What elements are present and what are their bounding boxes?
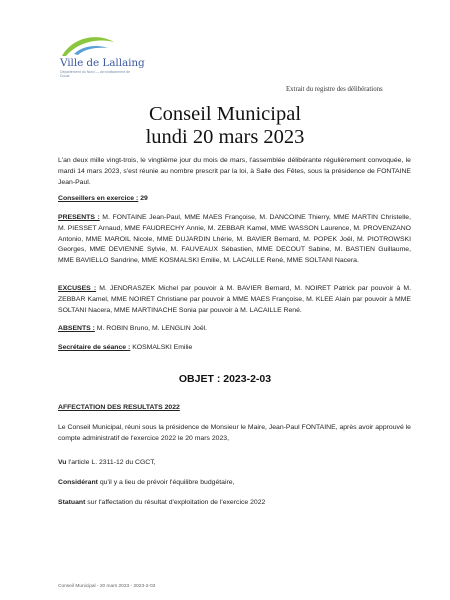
secretary-label: Secrétaire de séance :: [58, 344, 131, 351]
page-title: [0, 103, 450, 149]
absent-block: [58, 324, 411, 335]
statuant-label: Statuant: [58, 499, 86, 506]
body-paragraph: Le Conseil Municipal, réuni sous la présidence de Monsieur le Maire, Jean-Paul FONTAINE, après avoir approuvé le compte administratif de l'exercice 2022 le 20 mars 2023,: [58, 424, 411, 442]
logo-tagline: Département du Nord — Arrondissement de Douai: [60, 70, 131, 79]
secretary-block: [58, 343, 411, 354]
intro-paragraph: L'an deux mille vingt-trois, le vingtième jour du mois de mars, l'assemblée délibérante régulièrement convoquée, le mardi 14 mars 2023, s'est réunie au nombre prescrit par la loi, à Salle des Fêtes, sous la présidence de FONTAINE Jean-Paul.: [58, 157, 411, 186]
vu-block: [58, 458, 411, 469]
considerant-block: [58, 478, 411, 489]
secretary-paragraph: [58, 343, 411, 354]
in-office-label: Conseillers en exercice :: [58, 195, 139, 202]
absent-list: M. ROBIN Bruno, M. LENGLIN Joël.: [96, 325, 208, 332]
section-title-block: [58, 403, 411, 414]
logo-town-name: Ville de Lallaing: [60, 57, 145, 69]
present-list: M. FONTAINE Jean-Paul, MME MAES Françoise, M. DANCOINE Thierry, MME MARTIN Christelle, M. PIESSET Arnaud, MME FAUDRECHY Annie, M. ZEBBAR Kamel, MME WASSON Laurence, M. PROVENZANO Antonio, MME MAROIL Nicole, MME DUJARDIN Lhérie, M. BAVIER Bernard, M. POPEK Joël, M. PIOTROWSKI Georges, MME DEVIENNE Sylvie, M. FAUVEAUX Sébastien, MME DECOUT Sabine, M. BASTIEN Guillaume, MME BAVIELLO Sandrine, MME KOSMALSKI Emilie, M. LACAILLE René, MME SOLTANI Nacera.: [58, 214, 411, 265]
in-office-block: [58, 194, 411, 205]
page-footer: Conseil Municipal - 20 mars 2023 - 2023-2-03: [58, 584, 156, 589]
statuant-line: [58, 498, 411, 509]
present-paragraph: [58, 213, 411, 267]
vu-label: Vu: [58, 459, 67, 466]
logo-swoosh-icon: [60, 34, 116, 58]
extract-label: Extrait du registre des délibérations: [286, 86, 383, 93]
section-title: AFFECTATION DES RESULTATS 2022: [58, 404, 180, 411]
vu-text: l'article L. 2311-12 du CGCT,: [68, 459, 156, 466]
excused-block: [58, 284, 411, 316]
statuant-text: sur l'affectation du résultat d'exploitation de l'exercice 2022: [87, 499, 266, 506]
excused-list: M. JENDRASZEK Michel par pouvoir à M. BAVIER Bernard, M. NOIRET Patrick par pouvoir à M. ZEBBAR Kamel, MME NOIRET Christiane par pouvoir à MME MAES Françoise, M. KLEE Alain par pouvoir à MME SOLTANI Nacera, MME MARTINACHE Sonia par pouvoir à M. LACAILLE René.: [58, 285, 411, 314]
vu-line: [58, 458, 411, 469]
absent-label: ABSENTS :: [58, 325, 95, 332]
considerant-text: qu'il y a lieu de prévoir l'équilibre budgétaire,: [99, 479, 235, 486]
objet-heading: OBJET : 2023-2-03: [178, 373, 272, 385]
town-logo: [56, 34, 145, 96]
body-block: [58, 423, 411, 445]
in-office-line: [58, 194, 411, 205]
statuant-block: [58, 498, 411, 509]
excused-label: EXCUSES :: [58, 285, 97, 292]
present-block: [58, 213, 411, 267]
secretary-name: KOSMALSKI Emilie: [132, 344, 193, 351]
present-label: PRESENTS :: [58, 214, 100, 221]
considerant-label: Considérant: [58, 479, 98, 486]
absent-paragraph: [58, 324, 411, 335]
considerant-line: [58, 478, 411, 489]
in-office-count: 29: [140, 195, 148, 202]
intro-block: [58, 156, 411, 188]
excused-paragraph: [58, 284, 411, 316]
title-line-1: Conseil Municipal: [148, 103, 302, 125]
title-line-2: lundi 20 mars 2023: [145, 126, 305, 148]
